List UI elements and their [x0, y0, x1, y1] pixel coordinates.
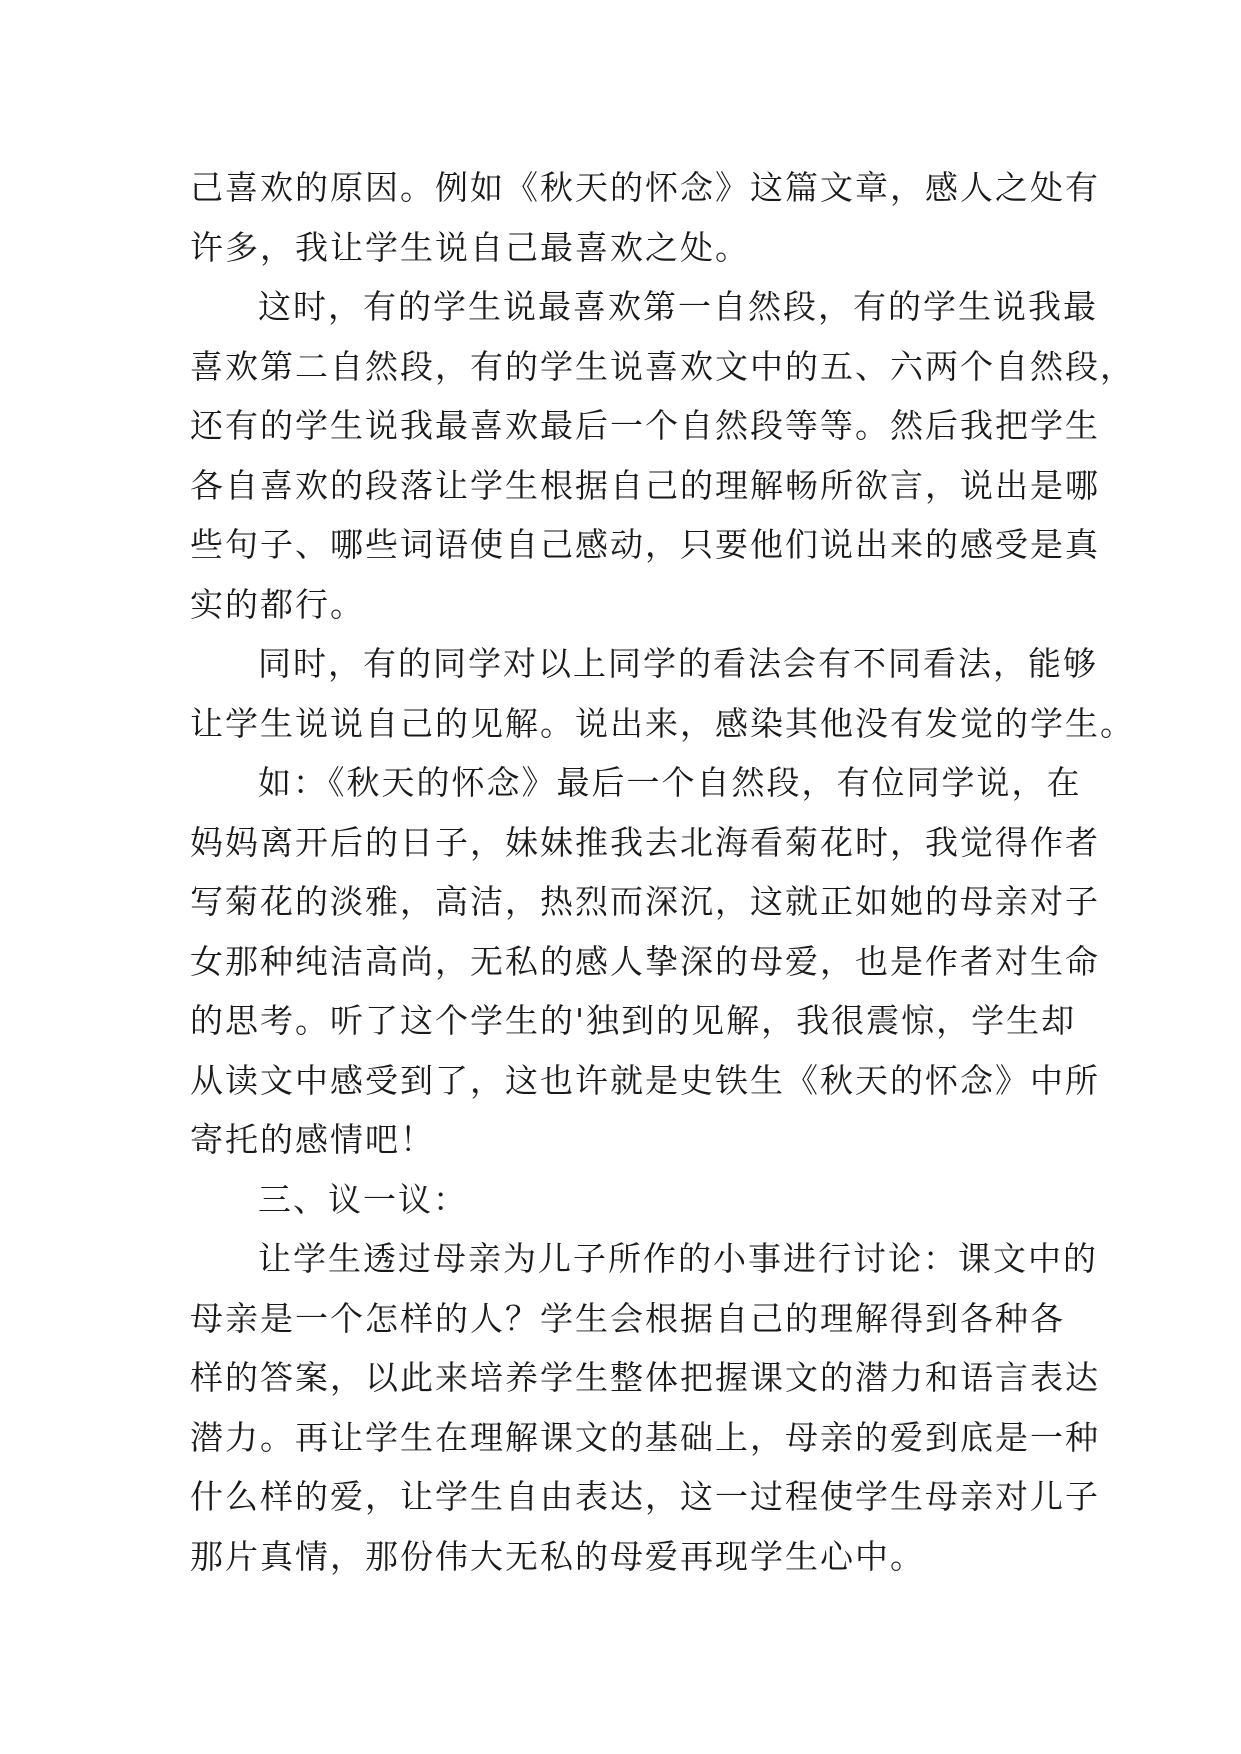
text-line: 母亲是一个怎样的人？学生会根据自己的理解得到各种各 — [190, 1298, 1065, 1338]
text-line: 喜欢第二自然段，有的学生说喜欢文中的五、六两个自然段， — [190, 346, 1135, 386]
text-line: 什么样的爱，让学生自由表达，这一过程使学生母亲对儿子 — [190, 1477, 1100, 1516]
text-line: 各自喜欢的段落让学生根据自己的理解畅所欲言，说出是哪 — [190, 465, 1100, 505]
section-heading: 三、议一议： — [258, 1179, 468, 1219]
text-line: 如：《秋天的怀念》最后一个自然段，有位同学说，在 — [258, 763, 1082, 802]
text-line: 让学生透过母亲为儿子所作的小事进行讨论：课文中的 — [258, 1239, 1098, 1278]
body-text — [190, 158, 1135, 1586]
text-line: 女那种纯洁高尚，无私的感人挚深的母爱，也是作者对生命 — [190, 941, 1100, 981]
text-line: 许多，我让学生说自己最喜欢之处。 — [190, 227, 750, 267]
text-line: 写菊花的淡雅，高洁，热烈而深沉，这就正如她的母亲对子 — [190, 882, 1100, 921]
text-line: 实的都行。 — [190, 584, 365, 624]
text-line: 寄托的感情吧！ — [190, 1120, 435, 1159]
text-line: 妈妈离开后的日子，妹妹推我去北海看菊花时，我觉得作者 — [190, 822, 1100, 862]
text-line: 同时，有的同学对以上同学的看法会有不同看法，能够 — [258, 644, 1098, 683]
text-line: 的思考。听了这个学生的'独到的见解，我很震惊，学生却 — [190, 1001, 1077, 1040]
text-line: 己喜欢的原因。例如《秋天的怀念》这篇文章，感人之处有 — [190, 168, 1100, 207]
text-line: 这时，有的学生说最喜欢第一自然段，有的学生说我最 — [258, 287, 1098, 326]
text-line: 那片真情，那份伟大无私的母爱再现学生心中。 — [190, 1536, 925, 1576]
text-line: 还有的学生说我最喜欢最后一个自然段等等。然后我把学生 — [190, 406, 1100, 445]
text-line: 从读文中感受到了，这也许就是史铁生《秋天的怀念》中所 — [190, 1060, 1100, 1100]
text-line: 些句子、哪些词语使自己感动，只要他们说出来的感受是真 — [190, 525, 1100, 564]
text-line: 样的答案，以此来培养学生整体把握课文的潜力和语言表达 — [190, 1358, 1100, 1397]
text-line: 让学生说说自己的见解。说出来，感染其他没有发觉的学生。 — [190, 703, 1135, 743]
text-line: 潜力。再让学生在理解课文的基础上，母亲的爱到底是一种 — [190, 1417, 1100, 1457]
